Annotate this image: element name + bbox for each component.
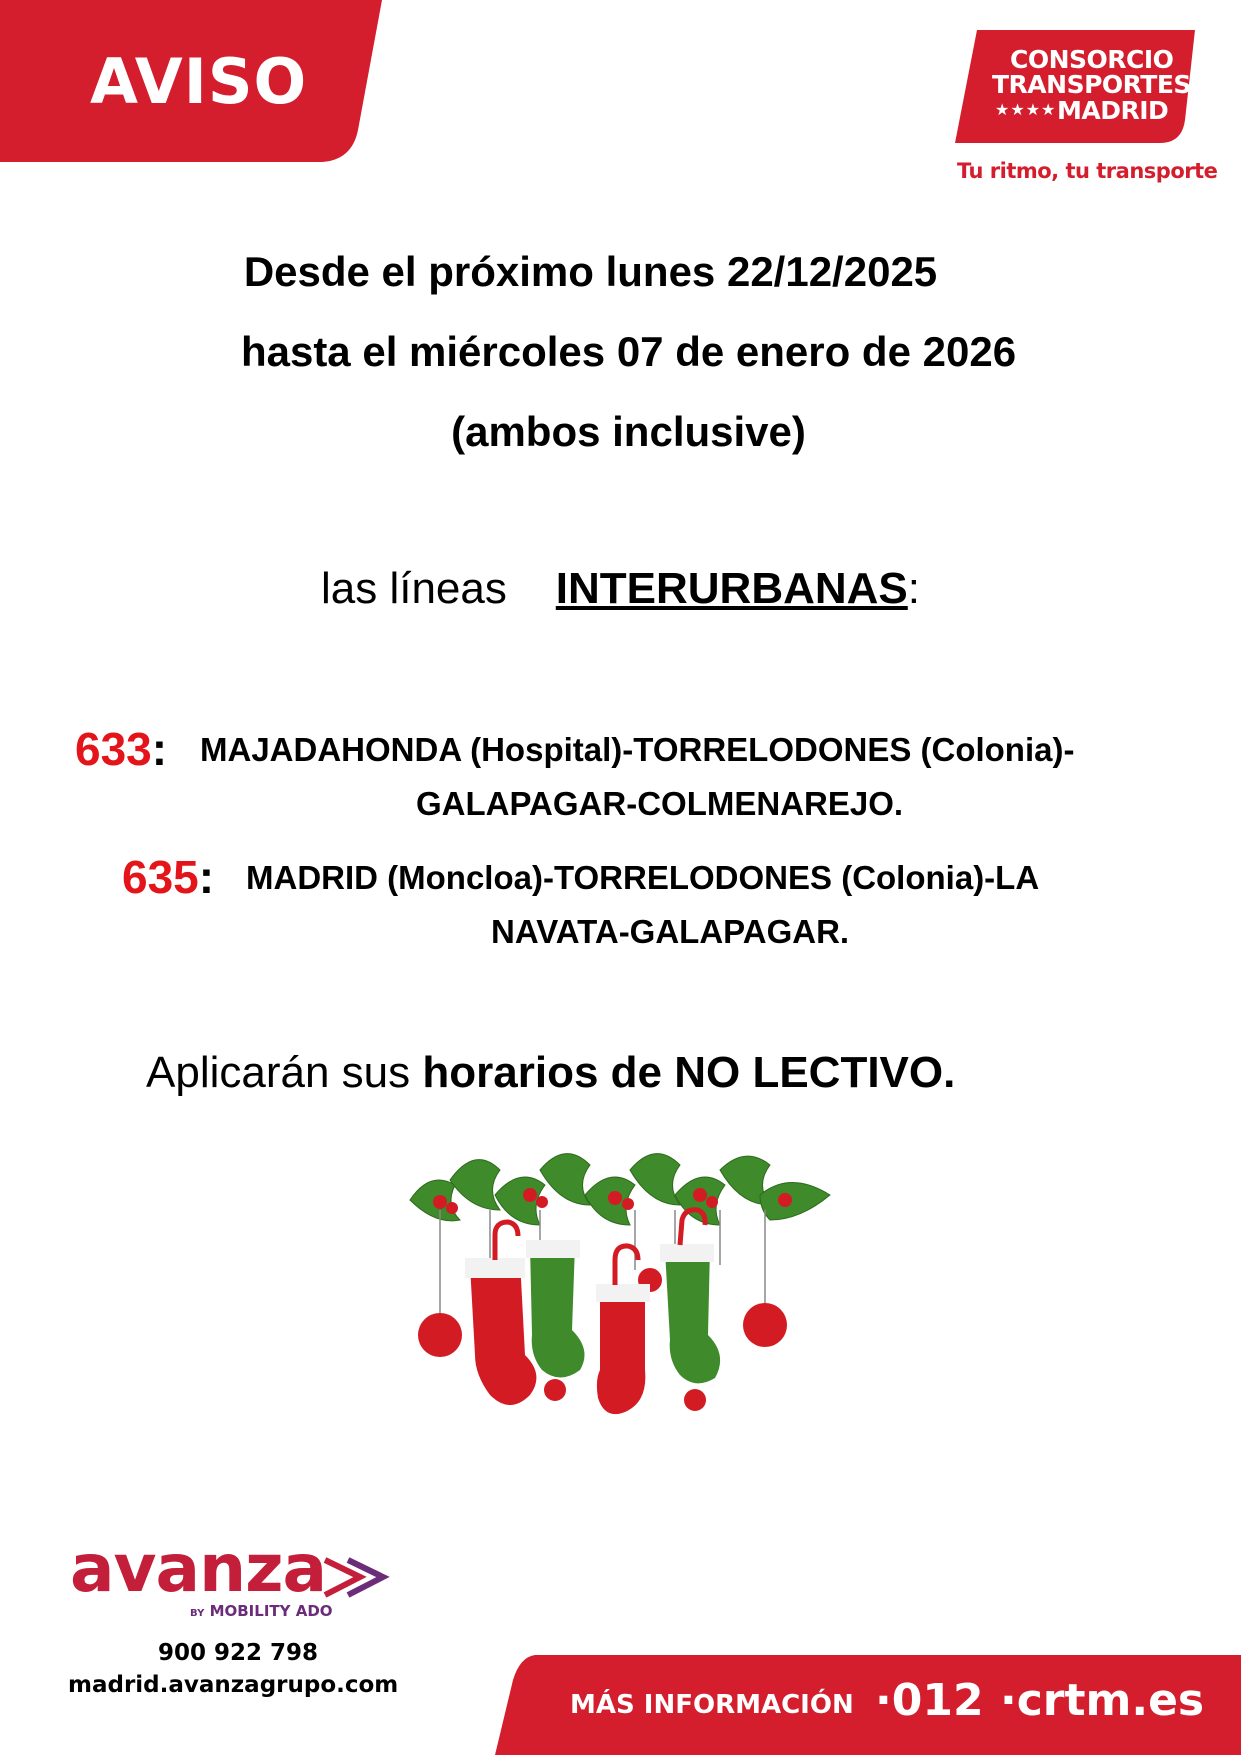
- lines-intro: [0, 564, 1241, 614]
- date-range-end: hasta el miércoles 07 de enero de 2026: [240, 328, 1017, 375]
- route-description-line: MAJADAHONDA (Hospital)-TORRELODONES (Colonia)-: [200, 731, 1075, 768]
- crtm-logo-line-2: TRANSPORTES: [992, 70, 1191, 99]
- route-colon: :: [198, 851, 215, 903]
- info-phone: ·012: [875, 1675, 984, 1726]
- info-website: ·crtm.es: [1000, 1675, 1205, 1726]
- route-number-value: 635: [122, 851, 199, 903]
- schedule-prefix: Aplicarán sus: [146, 1048, 411, 1097]
- route-number: [75, 722, 167, 776]
- avanza-logo: avanza: [70, 1530, 327, 1607]
- crtm-logo-line-3: MADRID: [1057, 96, 1169, 125]
- lines-intro-prefix: las líneas: [320, 564, 507, 613]
- date-range-note: (ambos inclusive): [451, 408, 806, 455]
- avanza-chevron-icon: [320, 1555, 390, 1600]
- crtm-logo-line-1: CONSORCIO: [1010, 45, 1174, 74]
- crtm-tagline: Tu ritmo, tu transporte: [957, 159, 1218, 183]
- schedule-note: [146, 1048, 955, 1098]
- route-description-line: NAVATA-GALAPAGAR.: [491, 913, 850, 950]
- schedule-emphasis: horarios de NO LECTIVO.: [422, 1048, 956, 1097]
- christmas-stockings-icon: [400, 1140, 840, 1460]
- route-number-value: 633: [75, 723, 152, 775]
- route-colon: :: [151, 723, 168, 775]
- avanza-sub-brand: MOBILITY ADO: [209, 1602, 333, 1620]
- lines-intro-suffix: :: [907, 564, 921, 613]
- route-description-line: GALAPAGAR-COLMENAREJO.: [416, 785, 904, 822]
- avanza-subbrand: [190, 1602, 333, 1620]
- operator-phone: 900 922 798: [158, 1640, 319, 1666]
- crtm-stars-icon: ★★★★: [995, 102, 1057, 119]
- more-info-label: MÁS INFORMACIÓN: [570, 1690, 854, 1720]
- date-range-start: Desde el próximo lunes 22/12/2025: [243, 248, 938, 295]
- avanza-sub-by: BY: [190, 1608, 205, 1619]
- lines-type: INTERURBANAS: [555, 564, 908, 613]
- notice-title: AVISO: [90, 45, 308, 118]
- operator-website: madrid.avanzagrupo.com: [68, 1672, 399, 1698]
- route-number: [122, 850, 214, 904]
- route-description-line: MADRID (Moncloa)-TORRELODONES (Colonia)-LA: [246, 859, 1040, 896]
